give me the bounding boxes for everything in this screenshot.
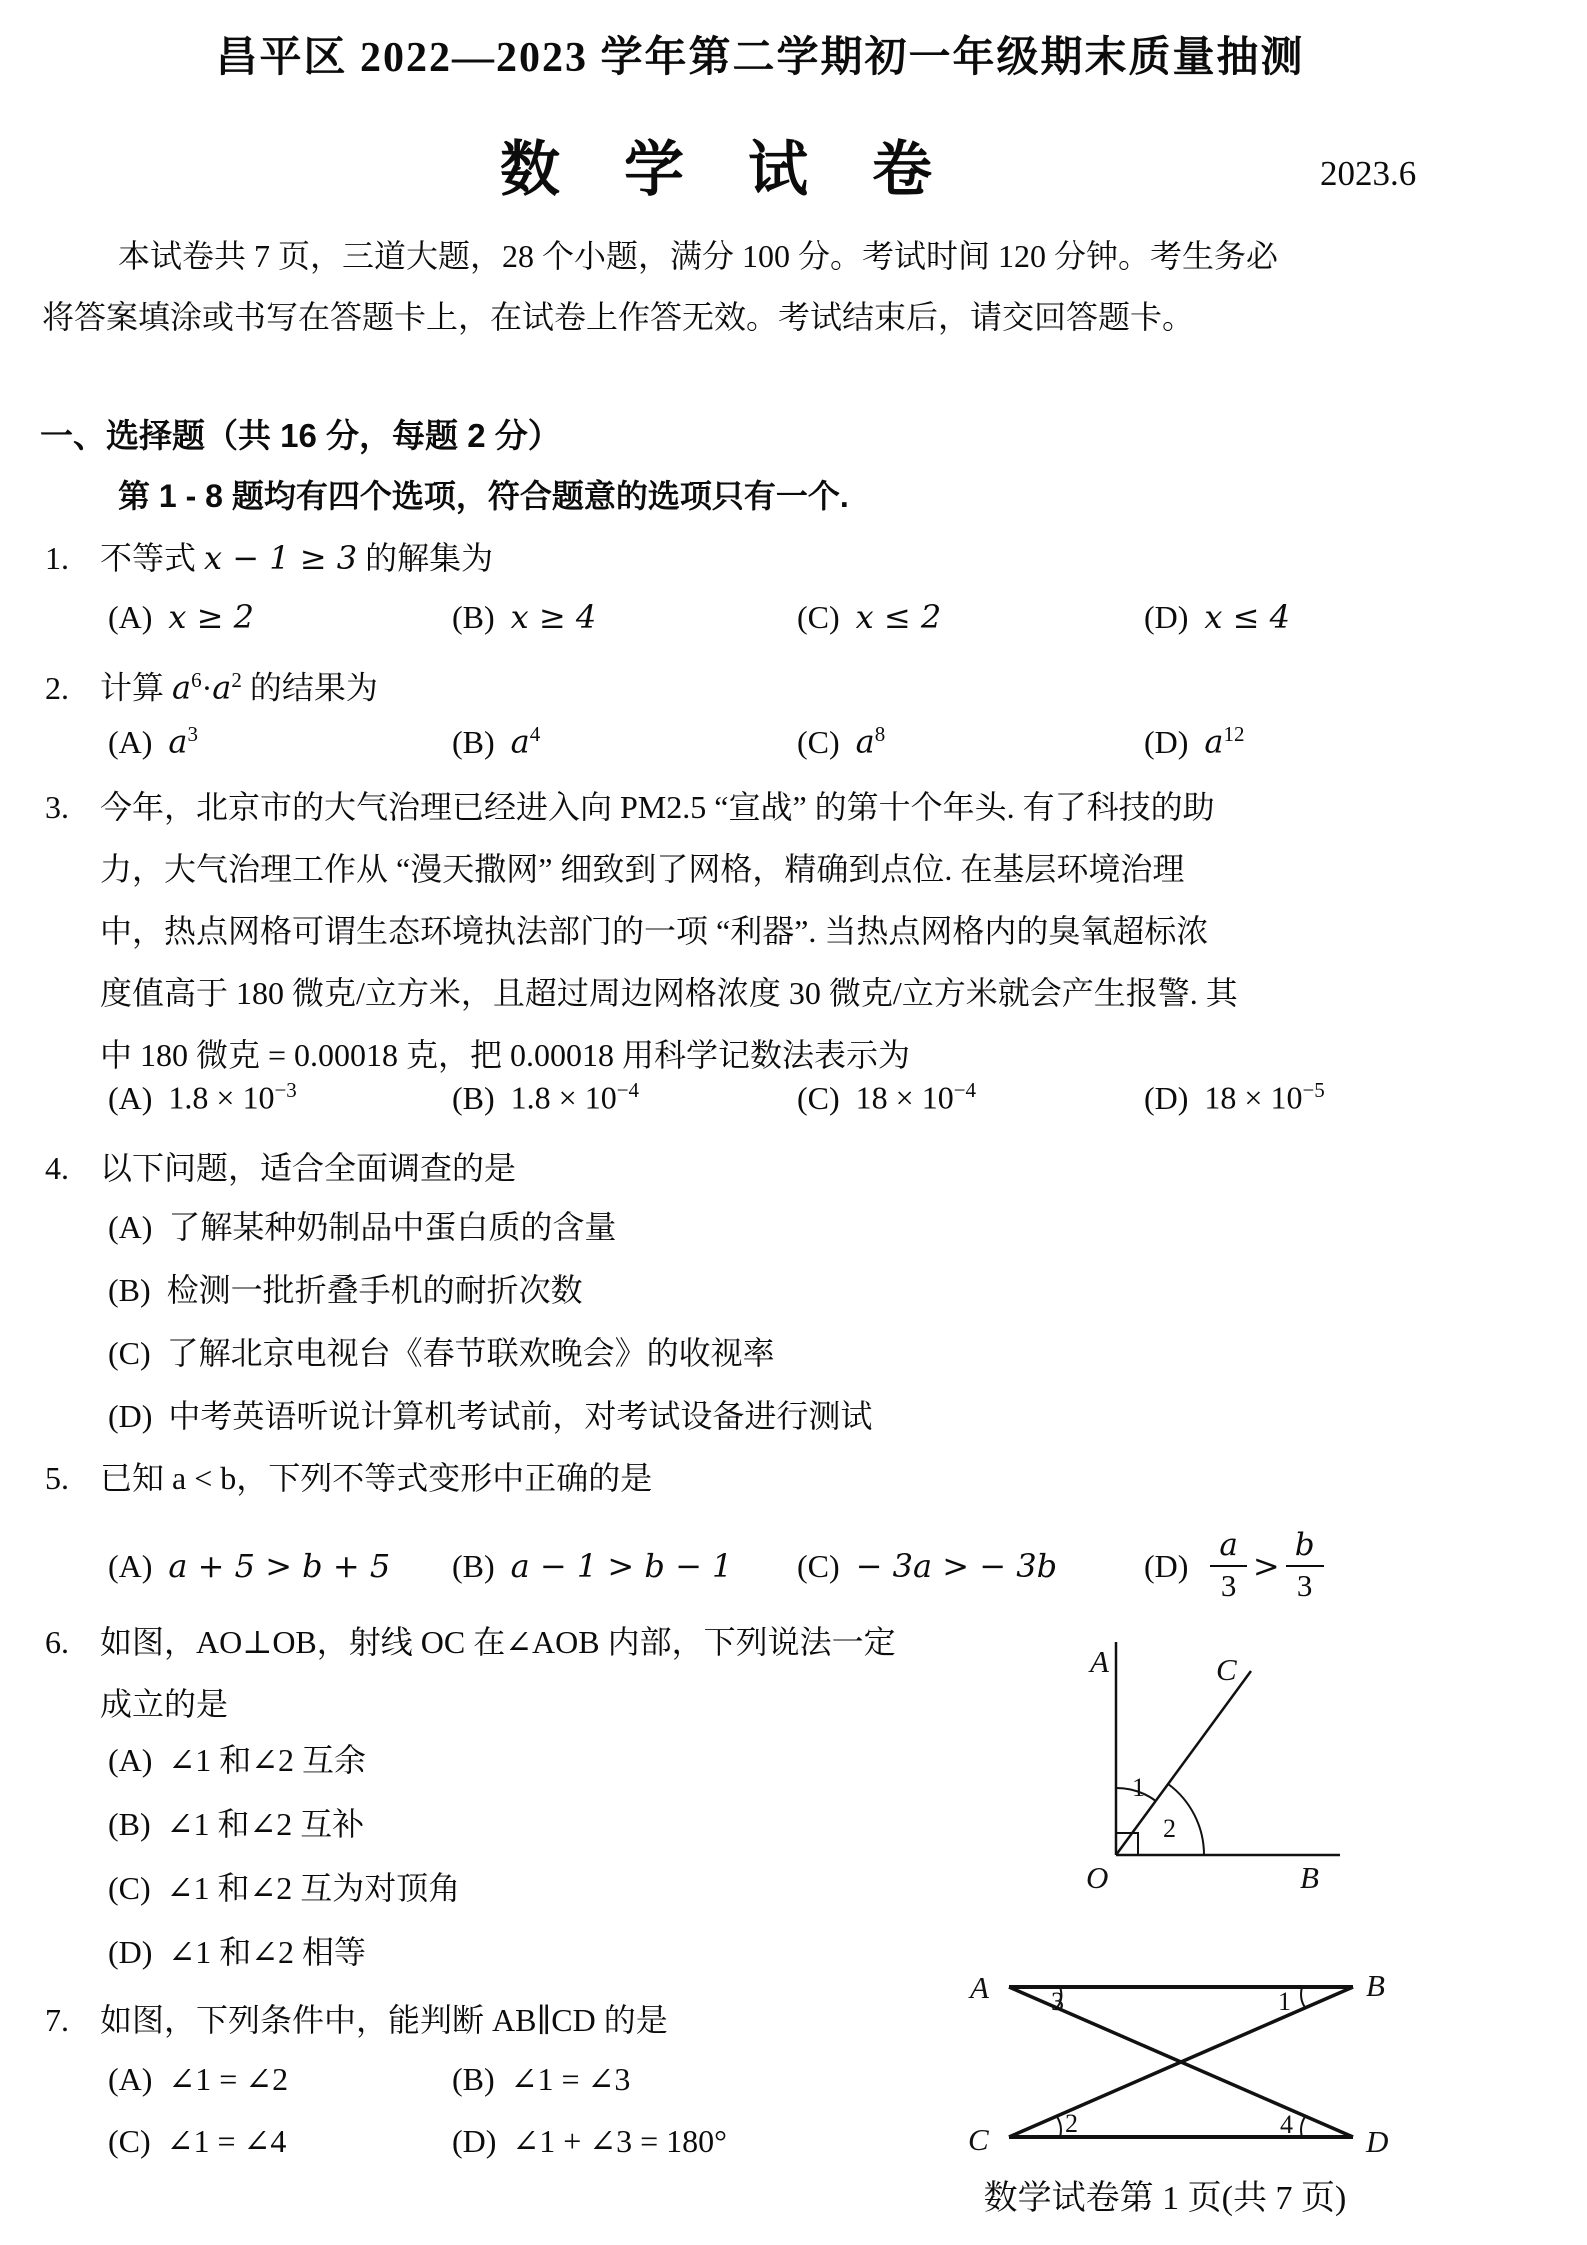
question-1-number: 1. bbox=[45, 540, 69, 576]
q2-option-c-exp: 8 bbox=[874, 722, 886, 746]
q6-option-c-letter: (C) bbox=[108, 1870, 151, 1906]
q3-option-d-exp: −5 bbox=[1302, 1078, 1325, 1102]
q1-option-a bbox=[108, 598, 254, 636]
q4-option-c-text: 了解北京电视台《春节联欢晚会》的收视率 bbox=[166, 1335, 775, 1371]
q2-option-a-base: a bbox=[168, 722, 188, 761]
question-1-stem-post: 的解集为 bbox=[357, 540, 494, 576]
q4-option-d-letter: (D) bbox=[108, 1398, 153, 1434]
fig6-label-o: O bbox=[1086, 1860, 1109, 1895]
q1-option-c-value: x ≤ 2 bbox=[855, 598, 942, 636]
question-6-stem-text-1: 如图，AO⊥OB，射线 OC 在∠AOB 内部，下列说法一定 bbox=[100, 1624, 896, 1660]
exam-header-title: 昌平区 2022—2023 学年第二学期初一年级期末质量抽测 bbox=[215, 35, 1305, 81]
q5-option-c-letter: (C) bbox=[797, 1547, 840, 1584]
q7-option-d-value: ∠1 + ∠3 = 180° bbox=[512, 2123, 727, 2159]
q5-fraction-1 bbox=[1210, 1528, 1246, 1603]
figure-q7-parallel-lines bbox=[930, 1952, 1442, 2164]
q3-option-b-base: 1.8 × 10 bbox=[510, 1079, 617, 1116]
q7-option-c bbox=[108, 2122, 286, 2160]
question-6-options bbox=[108, 1728, 460, 1984]
exam-date: 2023.6 bbox=[1320, 154, 1417, 193]
q3-option-c-letter: (C) bbox=[797, 1079, 840, 1116]
question-7-number: 7. bbox=[45, 2002, 69, 2038]
q2-exp2: 2 bbox=[231, 668, 242, 692]
figure-q6-perpendicular-rays bbox=[1048, 1630, 1348, 1898]
question-4-options bbox=[108, 1196, 872, 1448]
q3-line-5: 中 180 微克 = 0.00018 克，把 0.00018 用科学记数法表示为 bbox=[100, 1037, 911, 1073]
q3-line-2: 力，大气治理工作从 “漫天撒网” 细致到了网格，精确到点位. 在基层环境治理 bbox=[100, 851, 1185, 887]
fig6-angle1-label: 1 bbox=[1132, 1773, 1145, 1802]
q7-option-d bbox=[452, 2122, 727, 2160]
q3-option-a-letter: (A) bbox=[108, 1079, 153, 1116]
question-7-stem-text: 如图，下列条件中，能判断 AB∥CD 的是 bbox=[100, 2002, 668, 2038]
q4-option-d bbox=[108, 1385, 872, 1448]
question-5-stem bbox=[45, 1456, 652, 1500]
fig7-label-d: D bbox=[1366, 2124, 1389, 2159]
instructions-line-2: 将答案填涂或书写在答题卡上，在试卷上作答无效。考试结束后，请交回答题卡。 bbox=[42, 299, 1195, 335]
q1-option-b-letter: (B) bbox=[452, 599, 495, 635]
q3-option-b-exp: −4 bbox=[616, 1078, 640, 1102]
q5-frac1-numerator: a bbox=[1210, 1528, 1246, 1567]
q2-base1: a bbox=[172, 668, 192, 707]
q2-base2: a bbox=[212, 668, 232, 707]
q3-option-c bbox=[797, 1078, 976, 1117]
q5-option-a-value: a + 5 > b + 5 bbox=[168, 1547, 391, 1585]
fig7-angle3-label: 3 bbox=[1051, 1987, 1064, 2016]
question-4-stem-text: 以下问题，适合全面调查的是 bbox=[100, 1150, 517, 1186]
q2-option-c-base: a bbox=[855, 722, 875, 761]
fig7-label-a: A bbox=[970, 1970, 989, 2005]
q5-frac2-numerator: b bbox=[1286, 1528, 1324, 1567]
q5-option-c bbox=[797, 1518, 1057, 1614]
q7-option-a-letter: (A) bbox=[108, 2061, 153, 2097]
question-6-number: 6. bbox=[45, 1624, 69, 1660]
q5-option-d bbox=[1144, 1518, 1330, 1614]
q2-option-b-exp: 4 bbox=[529, 722, 541, 746]
q2-option-c-letter: (C) bbox=[797, 723, 840, 760]
q3-option-a-base: 1.8 × 10 bbox=[168, 1079, 275, 1116]
q6-option-b bbox=[108, 1792, 460, 1856]
question-5-number: 5. bbox=[45, 1460, 69, 1496]
fig7-label-b: B bbox=[1366, 1968, 1385, 2003]
q3-option-d bbox=[1144, 1078, 1325, 1117]
question-2-stem-pre: 计算 bbox=[100, 669, 173, 706]
question-5-options bbox=[0, 1518, 1587, 1614]
q5-option-b bbox=[452, 1518, 732, 1614]
q4-option-d-text: 中考英语听说计算机考试前，对考试设备进行测试 bbox=[168, 1398, 873, 1434]
q1-option-a-value: x ≥ 2 bbox=[168, 598, 254, 636]
page-footer: 数学试卷第 1 页(共 7 页) bbox=[983, 2180, 1347, 2217]
q2-option-d-letter: (D) bbox=[1144, 723, 1189, 760]
q7-option-b bbox=[452, 2060, 630, 2098]
q6-option-a bbox=[108, 1728, 460, 1792]
q3-option-a-exp: −3 bbox=[274, 1078, 297, 1102]
q3-option-d-base: 18 × 10 bbox=[1204, 1079, 1303, 1116]
q7-option-d-letter: (D) bbox=[452, 2123, 497, 2159]
q7-option-a-value: ∠1 = ∠2 bbox=[168, 2061, 289, 2097]
fig6-ray-oc bbox=[1116, 1671, 1251, 1855]
fig6-label-c: C bbox=[1216, 1652, 1237, 1687]
q5-option-a-letter: (A) bbox=[108, 1547, 153, 1584]
section-heading: 一、选择题（共 16 分，每题 2 分） bbox=[40, 417, 561, 454]
q5-option-b-value: a − 1 > b − 1 bbox=[510, 1547, 733, 1585]
q2-option-b-letter: (B) bbox=[452, 723, 495, 760]
question-2-options bbox=[0, 722, 1587, 768]
q6-option-c bbox=[108, 1856, 460, 1920]
question-3-number: 3. bbox=[45, 789, 69, 825]
q5-frac1-denominator: 3 bbox=[1220, 1568, 1237, 1603]
q5-option-c-value: − 3a > − 3b bbox=[855, 1547, 1058, 1585]
q3-line-1 bbox=[45, 776, 1505, 838]
q2-option-a bbox=[108, 722, 198, 761]
q7-option-b-letter: (B) bbox=[452, 2061, 495, 2097]
question-1-options bbox=[0, 598, 1587, 644]
q2-option-d-base: a bbox=[1204, 722, 1224, 761]
instructions-line-1: 本试卷共 7 页，三道大题，28 个小题，满分 100 分。考试时间 120 分钟。考生务必 bbox=[118, 238, 1279, 274]
question-7-stem bbox=[45, 1998, 668, 2042]
section-note: 第 1 - 8 题均有四个选项，符合题意的选项只有一个. bbox=[118, 478, 849, 514]
q6-option-b-letter: (B) bbox=[108, 1806, 151, 1842]
q2-dot: · bbox=[201, 669, 213, 706]
q6-option-d bbox=[108, 1920, 460, 1984]
q6-option-a-text: ∠1 和∠2 互余 bbox=[168, 1742, 367, 1778]
question-2-number: 2. bbox=[45, 669, 69, 706]
q1-option-d bbox=[1144, 598, 1290, 636]
q1-option-c-letter: (C) bbox=[797, 599, 840, 635]
question-5-stem-text: 已知 a < b，下列不等式变形中正确的是 bbox=[100, 1460, 653, 1496]
q5-frac2-denominator: 3 bbox=[1296, 1568, 1313, 1603]
question-2-stem bbox=[45, 658, 378, 710]
question-1-stem-pre: 不等式 bbox=[100, 540, 205, 576]
q4-option-b-text: 检测一批折叠手机的耐折次数 bbox=[166, 1272, 583, 1308]
q4-option-a-text: 了解某种奶制品中蛋白质的含量 bbox=[168, 1209, 617, 1245]
q3-option-c-exp: −4 bbox=[953, 1078, 977, 1102]
q2-option-c bbox=[797, 722, 885, 761]
q6-option-b-text: ∠1 和∠2 互补 bbox=[166, 1806, 365, 1842]
fig6-label-b: B bbox=[1300, 1860, 1319, 1895]
fig7-label-c: C bbox=[968, 2122, 989, 2157]
question-2-stem-post: 的结果为 bbox=[241, 669, 378, 706]
fig7-angle2-arc bbox=[1057, 2116, 1061, 2137]
q6-option-d-letter: (D) bbox=[108, 1934, 153, 1970]
q7-option-a bbox=[108, 2060, 288, 2098]
question-3-stem bbox=[45, 776, 1505, 1086]
q2-option-b-base: a bbox=[510, 722, 530, 761]
question-1-stem-math: x − 1 ≥ 3 bbox=[204, 539, 358, 577]
q5-option-b-letter: (B) bbox=[452, 1547, 495, 1584]
q7-option-c-value: ∠1 = ∠4 bbox=[166, 2123, 287, 2159]
q6-option-c-text: ∠1 和∠2 互为对顶角 bbox=[166, 1870, 461, 1906]
fig7-angle4-arc bbox=[1301, 2116, 1305, 2137]
q5-option-a bbox=[108, 1518, 390, 1614]
q2-option-d-exp: 12 bbox=[1223, 722, 1245, 746]
q3-option-a bbox=[108, 1078, 297, 1117]
q1-option-a-letter: (A) bbox=[108, 599, 153, 635]
fig7-angle1-label: 1 bbox=[1278, 1987, 1291, 2016]
fig6-angle2-label: 2 bbox=[1163, 1814, 1176, 1843]
q1-option-d-value: x ≤ 4 bbox=[1204, 598, 1290, 636]
fig7-angle2-label: 2 bbox=[1065, 2109, 1078, 2138]
q6-option-a-letter: (A) bbox=[108, 1742, 153, 1778]
q3-line-4: 度值高于 180 微克/立方米，且超过周边网格浓度 30 微克/立方米就会产生报警. 其 bbox=[100, 975, 1238, 1011]
fig7-angle4-label: 4 bbox=[1280, 2110, 1293, 2139]
q3-option-b-letter: (B) bbox=[452, 1079, 495, 1116]
q1-option-b bbox=[452, 598, 596, 636]
q4-option-b-letter: (B) bbox=[108, 1272, 151, 1308]
q2-option-a-letter: (A) bbox=[108, 723, 153, 760]
q7-option-b-value: ∠1 = ∠3 bbox=[510, 2061, 631, 2097]
q3-line-1-text: 今年，北京市的大气治理已经进入向 PM2.5 “宣战” 的第十个年头. 有了科技的助 bbox=[100, 789, 1215, 825]
question-4-number: 4. bbox=[45, 1150, 69, 1186]
q3-option-c-base: 18 × 10 bbox=[855, 1079, 954, 1116]
question-3-options bbox=[0, 1078, 1587, 1124]
q5-fraction-2 bbox=[1286, 1528, 1324, 1603]
question-6-stem-line-1 bbox=[45, 1620, 896, 1664]
question-6-stem-line-2: 成立的是 bbox=[100, 1686, 229, 1722]
q2-option-b bbox=[452, 722, 540, 761]
q6-option-d-text: ∠1 和∠2 相等 bbox=[168, 1934, 367, 1970]
q4-option-a bbox=[108, 1196, 872, 1259]
exam-subject-title: 数学试卷 bbox=[500, 137, 996, 203]
question-4-stem bbox=[45, 1146, 516, 1190]
q4-option-c bbox=[108, 1322, 872, 1385]
q4-option-a-letter: (A) bbox=[108, 1209, 153, 1245]
q5-option-d-letter: (D) bbox=[1144, 1547, 1189, 1584]
q7-option-c-letter: (C) bbox=[108, 2123, 151, 2159]
q2-exp1: 6 bbox=[191, 668, 202, 692]
q3-line-3: 中，热点网格可谓生态环境执法部门的一项 “利器”. 当热点网格内的臭氧超标浓 bbox=[100, 913, 1209, 949]
q2-option-d bbox=[1144, 722, 1245, 761]
q4-option-c-letter: (C) bbox=[108, 1335, 151, 1371]
q1-option-d-letter: (D) bbox=[1144, 599, 1189, 635]
question-1-stem bbox=[45, 536, 493, 580]
q2-option-a-exp: 3 bbox=[187, 722, 198, 746]
fig6-label-a: A bbox=[1090, 1644, 1109, 1679]
q1-option-c bbox=[797, 598, 941, 636]
q1-option-b-value: x ≥ 4 bbox=[510, 598, 597, 636]
q5-option-d-operator: > bbox=[1252, 1547, 1280, 1585]
q4-option-b bbox=[108, 1259, 872, 1322]
exam-instructions bbox=[42, 226, 1474, 348]
fig7-angle1-arc bbox=[1301, 1987, 1305, 2008]
q3-option-d-letter: (D) bbox=[1144, 1079, 1189, 1116]
q3-option-b bbox=[452, 1078, 639, 1117]
